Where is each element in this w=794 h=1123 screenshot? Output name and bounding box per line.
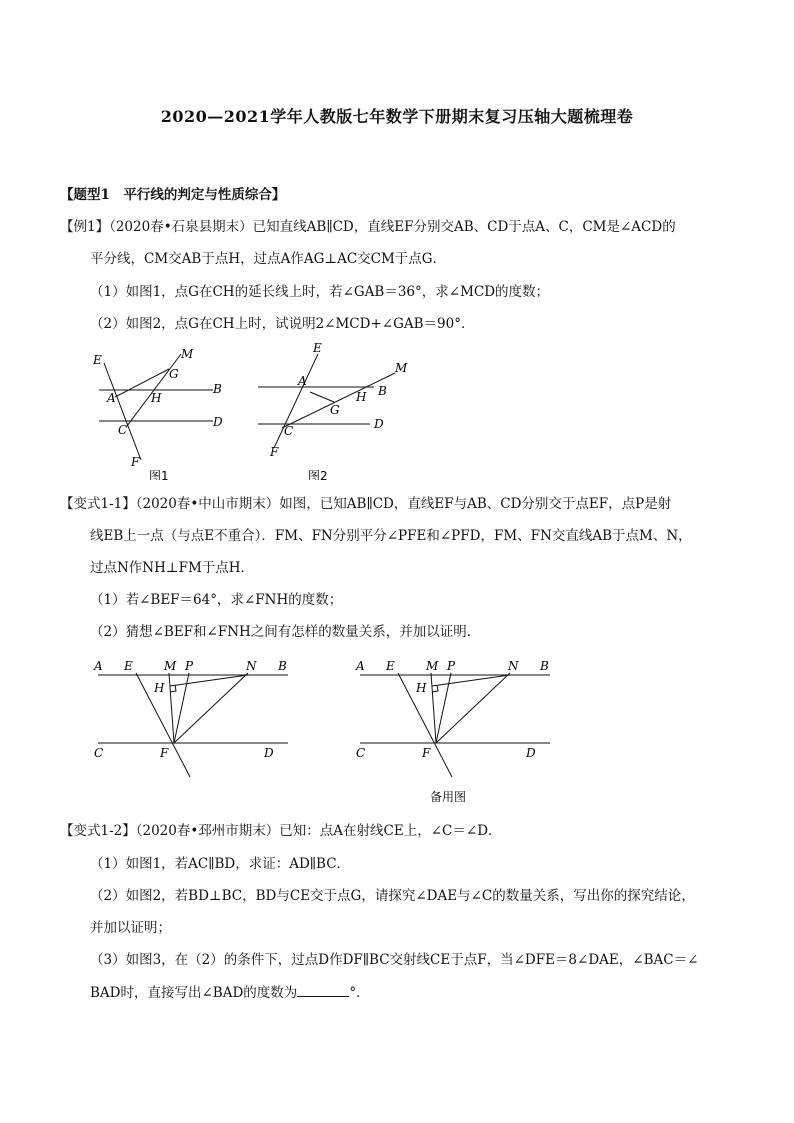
page-title: 2020—2021学年人教版七年数学下册期末复习压轴大题梳理卷 bbox=[160, 107, 634, 126]
ex1-q2: （2）如图2，点G在CH上时，试说明2∠MCD+∠GAB＝90°． bbox=[90, 316, 475, 332]
label-H: H bbox=[356, 390, 367, 404]
var11-line1: 【变式1-1】（2020春•中山市期末）如图，已知AB∥CD，直线EF与AB、CD分别交于点EF，点P是射 bbox=[60, 496, 672, 512]
var11-line3: 过点N作NH⊥FM于点H． bbox=[90, 560, 255, 576]
label-N: N bbox=[508, 659, 519, 673]
label-B: B bbox=[540, 659, 549, 673]
label-B: B bbox=[213, 382, 222, 396]
fig2-caption: 图2 bbox=[308, 469, 328, 480]
label-E: E bbox=[124, 659, 133, 673]
label-P: P bbox=[185, 659, 194, 673]
label-D: D bbox=[264, 746, 274, 760]
label-A: A bbox=[298, 374, 307, 388]
label-C: C bbox=[284, 424, 294, 438]
label-A: A bbox=[107, 391, 116, 405]
var11-q2: （2）猜想∠BEF和∠FNH之间有怎样的数量关系，并加以证明． bbox=[90, 624, 481, 640]
var12-q1: （1）如图1，若AC∥BD，求证：AD∥BC． bbox=[90, 856, 351, 872]
ex1-figure2 bbox=[250, 340, 420, 484]
spare-figure-caption: 备用图 bbox=[430, 790, 467, 804]
label-H: H bbox=[154, 681, 165, 695]
label-H: H bbox=[416, 681, 427, 695]
var11-spare-figure bbox=[350, 655, 560, 811]
label-A: A bbox=[356, 659, 365, 673]
answer-blank[interactable] bbox=[297, 983, 349, 997]
label-C: C bbox=[118, 423, 128, 437]
var12-line1: 【变式1-2】（2020春•邳州市期末）已知：点A在射线CE上，∠C＝∠D． bbox=[60, 823, 502, 839]
label-N: N bbox=[246, 659, 257, 673]
label-F: F bbox=[160, 746, 169, 760]
var12-q3a: （3）如图3，在（2）的条件下，过点D作DF∥BC交射线CE于点F，当∠DFE＝8∠DAE，∠BAC＝∠ bbox=[90, 952, 699, 968]
label-B: B bbox=[378, 384, 387, 398]
label-E: E bbox=[313, 341, 322, 355]
label-M: M bbox=[181, 347, 194, 361]
label-F: F bbox=[131, 455, 140, 469]
label-E: E bbox=[93, 353, 102, 367]
label-B: B bbox=[278, 659, 287, 673]
var11-q1: （1）若∠BEF＝64°，求∠FNH的度数； bbox=[90, 592, 343, 608]
label-C: C bbox=[94, 746, 104, 760]
label-D: D bbox=[374, 417, 384, 431]
fig1-caption: 图1 bbox=[149, 469, 169, 480]
label-H: H bbox=[151, 391, 162, 405]
label-D: D bbox=[526, 746, 536, 760]
label-M: M bbox=[395, 361, 408, 375]
ex1-line2: 平分线，CM交AB于点H，过点A作AG⊥AC交CM于点G． bbox=[90, 251, 447, 267]
var12-q2b: 并加以证明； bbox=[90, 920, 171, 936]
label-M: M bbox=[426, 659, 439, 673]
section-heading: 【题型1 平行线的判定与性质综合】 bbox=[60, 187, 286, 203]
label-D: D bbox=[213, 415, 223, 429]
label-G: G bbox=[330, 403, 340, 417]
label-E: E bbox=[386, 659, 395, 673]
label-C: C bbox=[356, 746, 366, 760]
ex1-q1: （1）如图1，点G在CH的延长线上时，若∠GAB＝36°，求∠MCD的度数； bbox=[90, 284, 550, 300]
label-P: P bbox=[447, 659, 456, 673]
var11-line2: 线EB上一点（与点E不重合）．FM、FN分别平分∠PFE和∠PFD，FM、FN交直线AB于点M、N， bbox=[90, 528, 692, 544]
var11-figure bbox=[88, 655, 298, 784]
label-G: G bbox=[169, 367, 179, 381]
ex1-line1: 【例1】（2020春•石泉县期末）已知直线AB∥CD，直线EF分别交AB、CD于点A、C，CM是∠ACD的 bbox=[60, 219, 676, 235]
ex1-figure1 bbox=[85, 340, 245, 484]
var12-q3b-row bbox=[90, 983, 370, 1002]
var12-q3c: °． bbox=[349, 985, 370, 1001]
label-M: M bbox=[164, 659, 177, 673]
label-F: F bbox=[422, 746, 431, 760]
var12-q2a: （2）如图2，若BD⊥BC，BD与CE交于点G，请探究∠DAE与∠C的数量关系，写出你的探究结论， bbox=[90, 888, 695, 904]
var12-q3b: BAD时，直接写出∠BAD的度数为 bbox=[90, 985, 298, 1001]
label-A: A bbox=[94, 659, 103, 673]
label-F: F bbox=[270, 445, 279, 459]
